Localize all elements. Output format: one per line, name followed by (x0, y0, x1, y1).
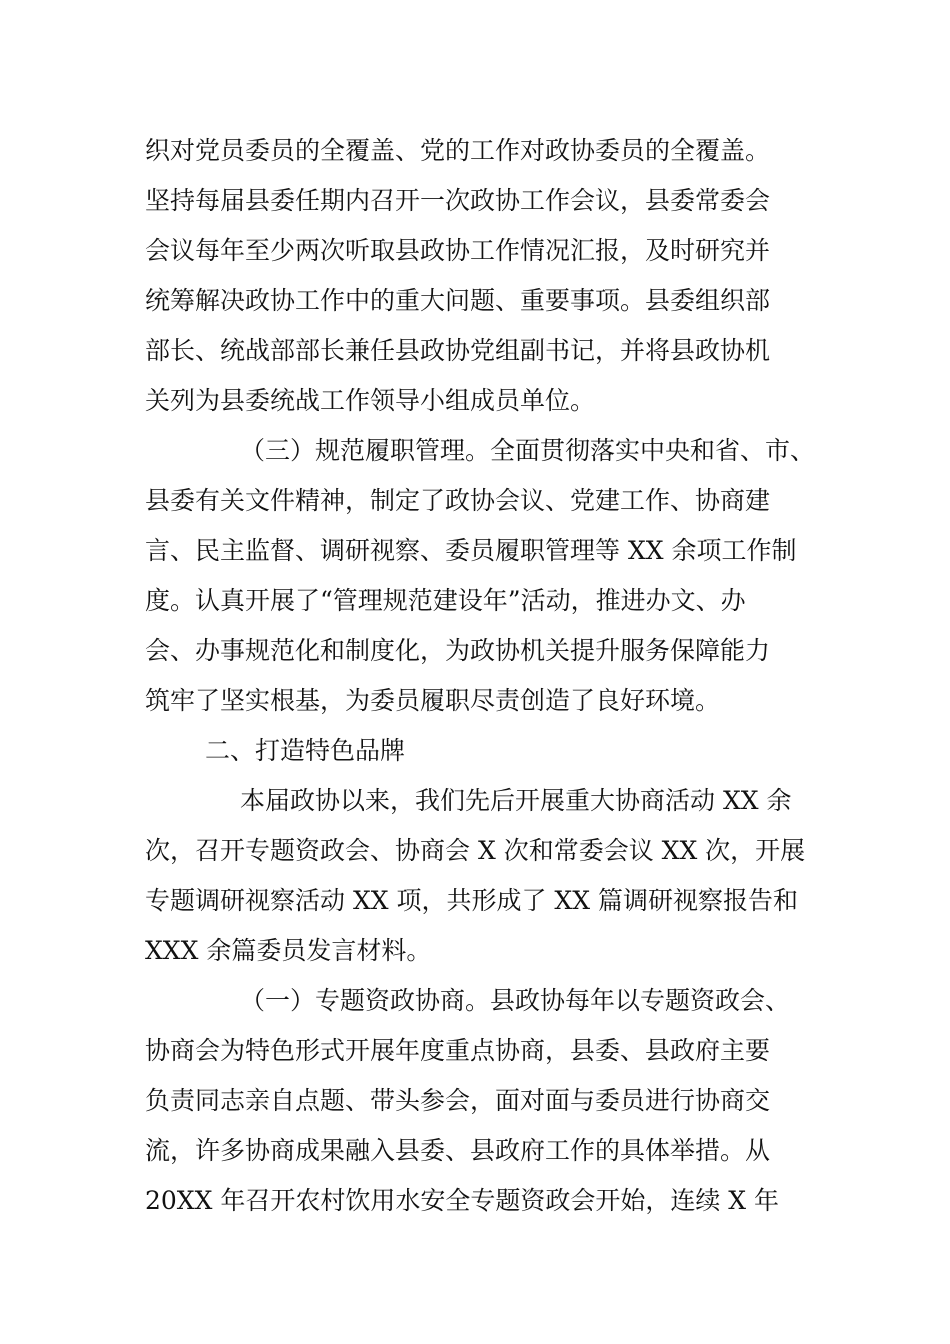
text-line-22: 20XX 年召开农村饮用水安全专题资政会开始，连续 X 年 (145, 1186, 780, 1215)
section-heading-1: （一）专题资政协商。县政协每年以专题资政会、 (240, 986, 791, 1015)
text-line-2: 坚持每届县委任期内召开一次政协工作会议，县委常委会 (145, 186, 771, 215)
text-line-19: 协商会为特色形式开展年度重点协商，县委、县政府主要 (145, 1036, 771, 1065)
text-line-5: 部长、统战部部长兼任县政协党组副书记，并将县政协机 (145, 336, 771, 365)
text-line-8: 县委有关文件精神，制定了政协会议、党建工作、协商建 (145, 486, 771, 515)
text-line-16: 专题调研视察活动 XX 项，共形成了 XX 篇调研视察报告和 (145, 886, 798, 915)
text-line-14: 本届政协以来，我们先后开展重大协商活动 XX 余 (240, 786, 792, 815)
section-heading-3: （三）规范履职管理。全面贯彻落实中央和省、市、 (240, 436, 816, 465)
text-line-20: 负责同志亲自点题、带头参会，面对面与委员进行协商交 (145, 1086, 771, 1115)
text-line-1: 织对党员委员的全覆盖、党的工作对政协委员的全覆盖。 (145, 136, 771, 165)
section-title-2: 二、打造特色品牌 (205, 736, 406, 765)
text-line-10: 度。认真开展了“管理规范建设年”活动，推进办文、办 (145, 586, 746, 615)
text-line-9: 言、民主监督、调研视察、委员履职管理等 XX 余项工作制 (145, 536, 797, 565)
text-line-11: 会、办事规范化和制度化，为政协机关提升服务保障能力 (145, 636, 771, 665)
text-line-3: 会议每年至少两次听取县政协工作情况汇报，及时研究并 (145, 236, 771, 265)
text-line-17: XXX 余篇委员发言材料。 (145, 936, 432, 965)
text-line-6: 关列为县委统战工作领导小组成员单位。 (145, 386, 596, 415)
text-line-4: 统筹解决政协工作中的重大问题、重要事项。县委组织部 (145, 286, 771, 315)
text-line-15: 次，召开专题资政会、协商会 X 次和常委会议 XX 次，开展 (145, 836, 806, 865)
text-line-21: 流，许多协商成果融入县委、县政府工作的具体举措。从 (145, 1136, 771, 1165)
text-line-12: 筑牢了坚实根基，为委员履职尽责创造了良好环境。 (145, 686, 721, 715)
